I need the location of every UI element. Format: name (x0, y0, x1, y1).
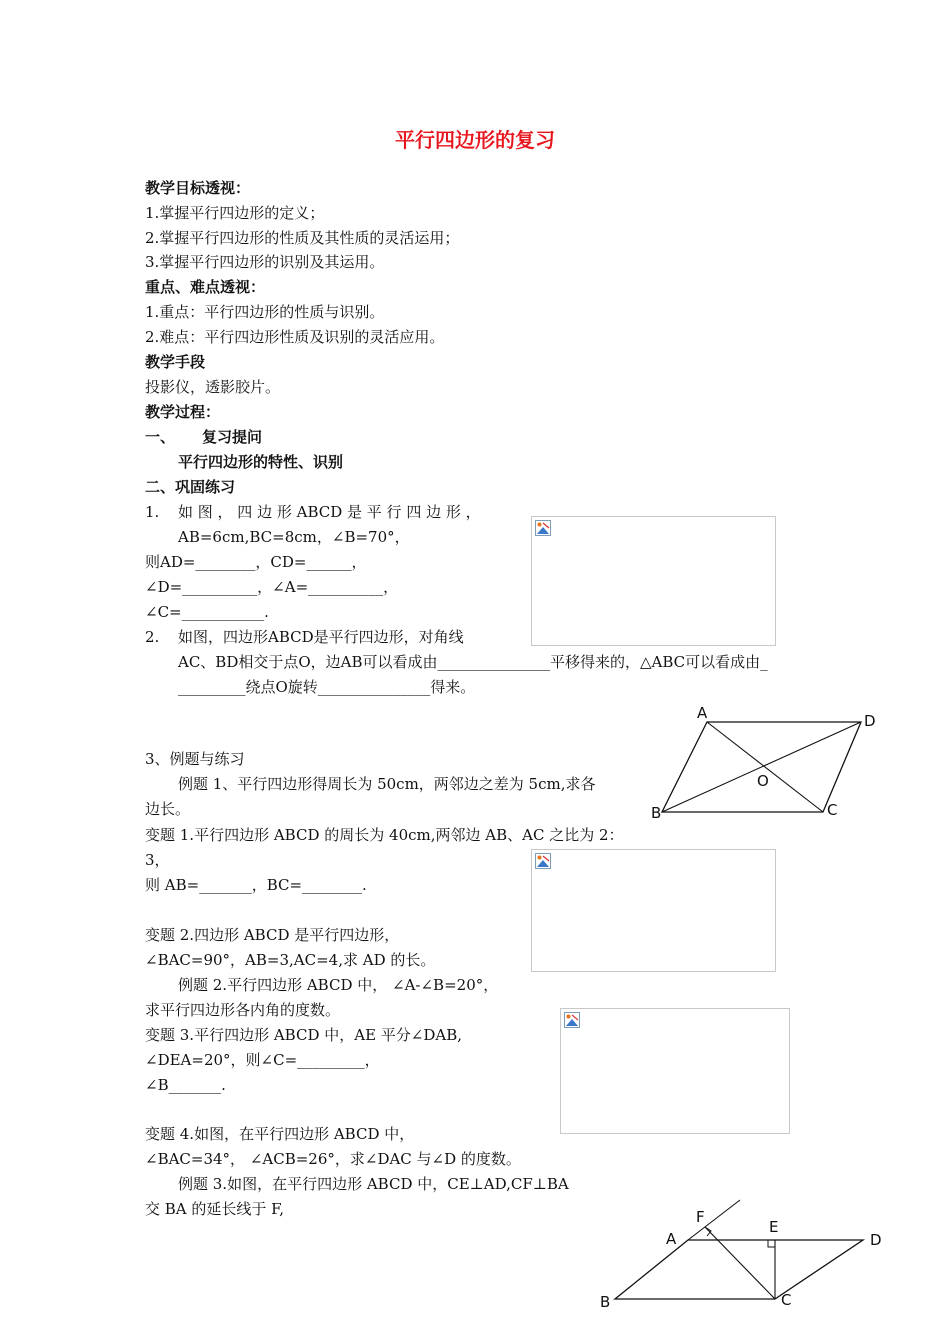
parallelogram-figure-1 (640, 700, 880, 825)
variant-1-line-1: 变题 1.平行四边形 ABCD 的周长为 40cm,两邻边 AB、AC 之比为 2： (145, 826, 624, 844)
q1-line-1: 如 图 ， 四 边 形 ABCD 是 平 行 四 边 形 ， (178, 503, 481, 521)
broken-image-icon (535, 853, 551, 869)
section-1-title: 复习提问 (202, 428, 263, 446)
example-1-line-2: 边长。 (145, 800, 191, 818)
key-heading: 重点、难点透视： (145, 278, 266, 296)
q1-line-5: ∠C=___________. (145, 603, 269, 621)
q1-line-3: 则AD=________，CD=______， (145, 553, 367, 571)
process-heading: 教学过程： (145, 403, 221, 421)
section-2-title: 二、巩固练习 (145, 478, 236, 496)
parallelogram-figure-2 (595, 1195, 895, 1313)
example-2-line-2: 求平行四边形各内角的度数。 (145, 1001, 341, 1019)
q2-line-1: 如图，四边形ABCD是平行四边形，对角线 (178, 628, 464, 646)
label-d: D (870, 1231, 882, 1249)
parallelogram-abcd (615, 1240, 863, 1299)
variant-1-line-2: 3， (145, 851, 170, 869)
variant-4-line-2: ∠BAC=34°， ∠ACB=26°，求∠DAC 与∠D 的度数。 (145, 1150, 521, 1168)
means-text: 投影仪，透影胶片。 (145, 378, 281, 396)
segment-cf (705, 1227, 775, 1299)
q2-line-3: _________绕点O旋转_______________得来。 (178, 678, 476, 696)
page-title: 平行四边形的复习 (395, 128, 555, 152)
right-angle-e (768, 1240, 775, 1247)
broken-image-icon (535, 520, 551, 536)
variant-2-line-1: 变题 2.四边形 ABCD 是平行四边形， (145, 926, 400, 944)
example-1-line-1: 例题 1、平行四边形得周长为 50cm，两邻边之差为 5cm,求各 (178, 775, 596, 793)
label-o: O (757, 772, 769, 790)
goal-1: 1.掌握平行四边形的定义； (145, 204, 325, 222)
label-e: E (769, 1218, 779, 1236)
example-3-line-2: 交 BA 的延长线于 F, (145, 1200, 284, 1218)
section-1-subtitle: 平行四边形的特性、识别 (178, 453, 344, 471)
variant-2-line-2: ∠BAC=90°，AB=3,AC=4,求 AD 的长。 (145, 951, 436, 969)
q2-line-2: AC、BD相交于点O，边AB可以看成由_______________平移得来的，△ABC可以看成由_ (178, 653, 768, 671)
label-a: A (697, 704, 708, 722)
variant-4-line-1: 变题 4.如图，在平行四边形 ABCD 中， (145, 1125, 415, 1143)
label-f: F (696, 1208, 705, 1226)
variant-3-line-3: ∠B_______. (145, 1076, 226, 1094)
q1-line-2: AB=6cm,BC=8cm，∠B=70°， (178, 528, 410, 546)
q1-line-4: ∠D=__________，∠A=__________， (145, 578, 399, 596)
image-placeholder-1 (531, 516, 776, 646)
goal-2: 2.掌握平行四边形的性质及其性质的灵活运用； (145, 229, 460, 247)
label-b: B (651, 804, 662, 822)
label-b: B (600, 1293, 611, 1311)
section-3-title: 3、例题与练习 (145, 750, 245, 768)
label-c: C (781, 1291, 792, 1309)
diagonal-ac (707, 722, 823, 812)
variant-3-line-2: ∠DEA=20°，则∠C=_________， (145, 1051, 380, 1069)
label-a: A (666, 1230, 677, 1248)
label-c: C (827, 801, 838, 819)
key-point-2: 2.难点：平行四边形性质及识别的灵活应用。 (145, 328, 445, 346)
variant-3-line-1: 变题 3.平行四边形 ABCD 中，AE 平分∠DAB, (145, 1026, 463, 1044)
diagonal-bd (662, 722, 861, 812)
image-placeholder-2 (531, 849, 776, 972)
q2-number: 2. (145, 628, 160, 646)
means-heading: 教学手段 (145, 353, 206, 371)
image-placeholder-3 (560, 1008, 790, 1134)
key-point-1: 1.重点：平行四边形的性质与识别。 (145, 303, 385, 321)
goals-heading: 教学目标透视： (145, 179, 251, 197)
broken-image-icon (564, 1012, 580, 1028)
section-1-number: 一、 (145, 428, 176, 446)
goal-3: 3.掌握平行四边形的识别及其运用。 (145, 253, 385, 271)
example-3-line-1: 例题 3.如图，在平行四边形 ABCD 中，CE⊥AD,CF⊥BA (178, 1175, 569, 1193)
example-2-line-1: 例题 2.平行四边形 ABCD 中， ∠A-∠B=20°， (178, 976, 499, 994)
q1-number: 1. (145, 503, 160, 521)
label-d: D (864, 712, 876, 730)
variant-1-line-3: 则 AB=_______，BC=________. (145, 876, 367, 894)
